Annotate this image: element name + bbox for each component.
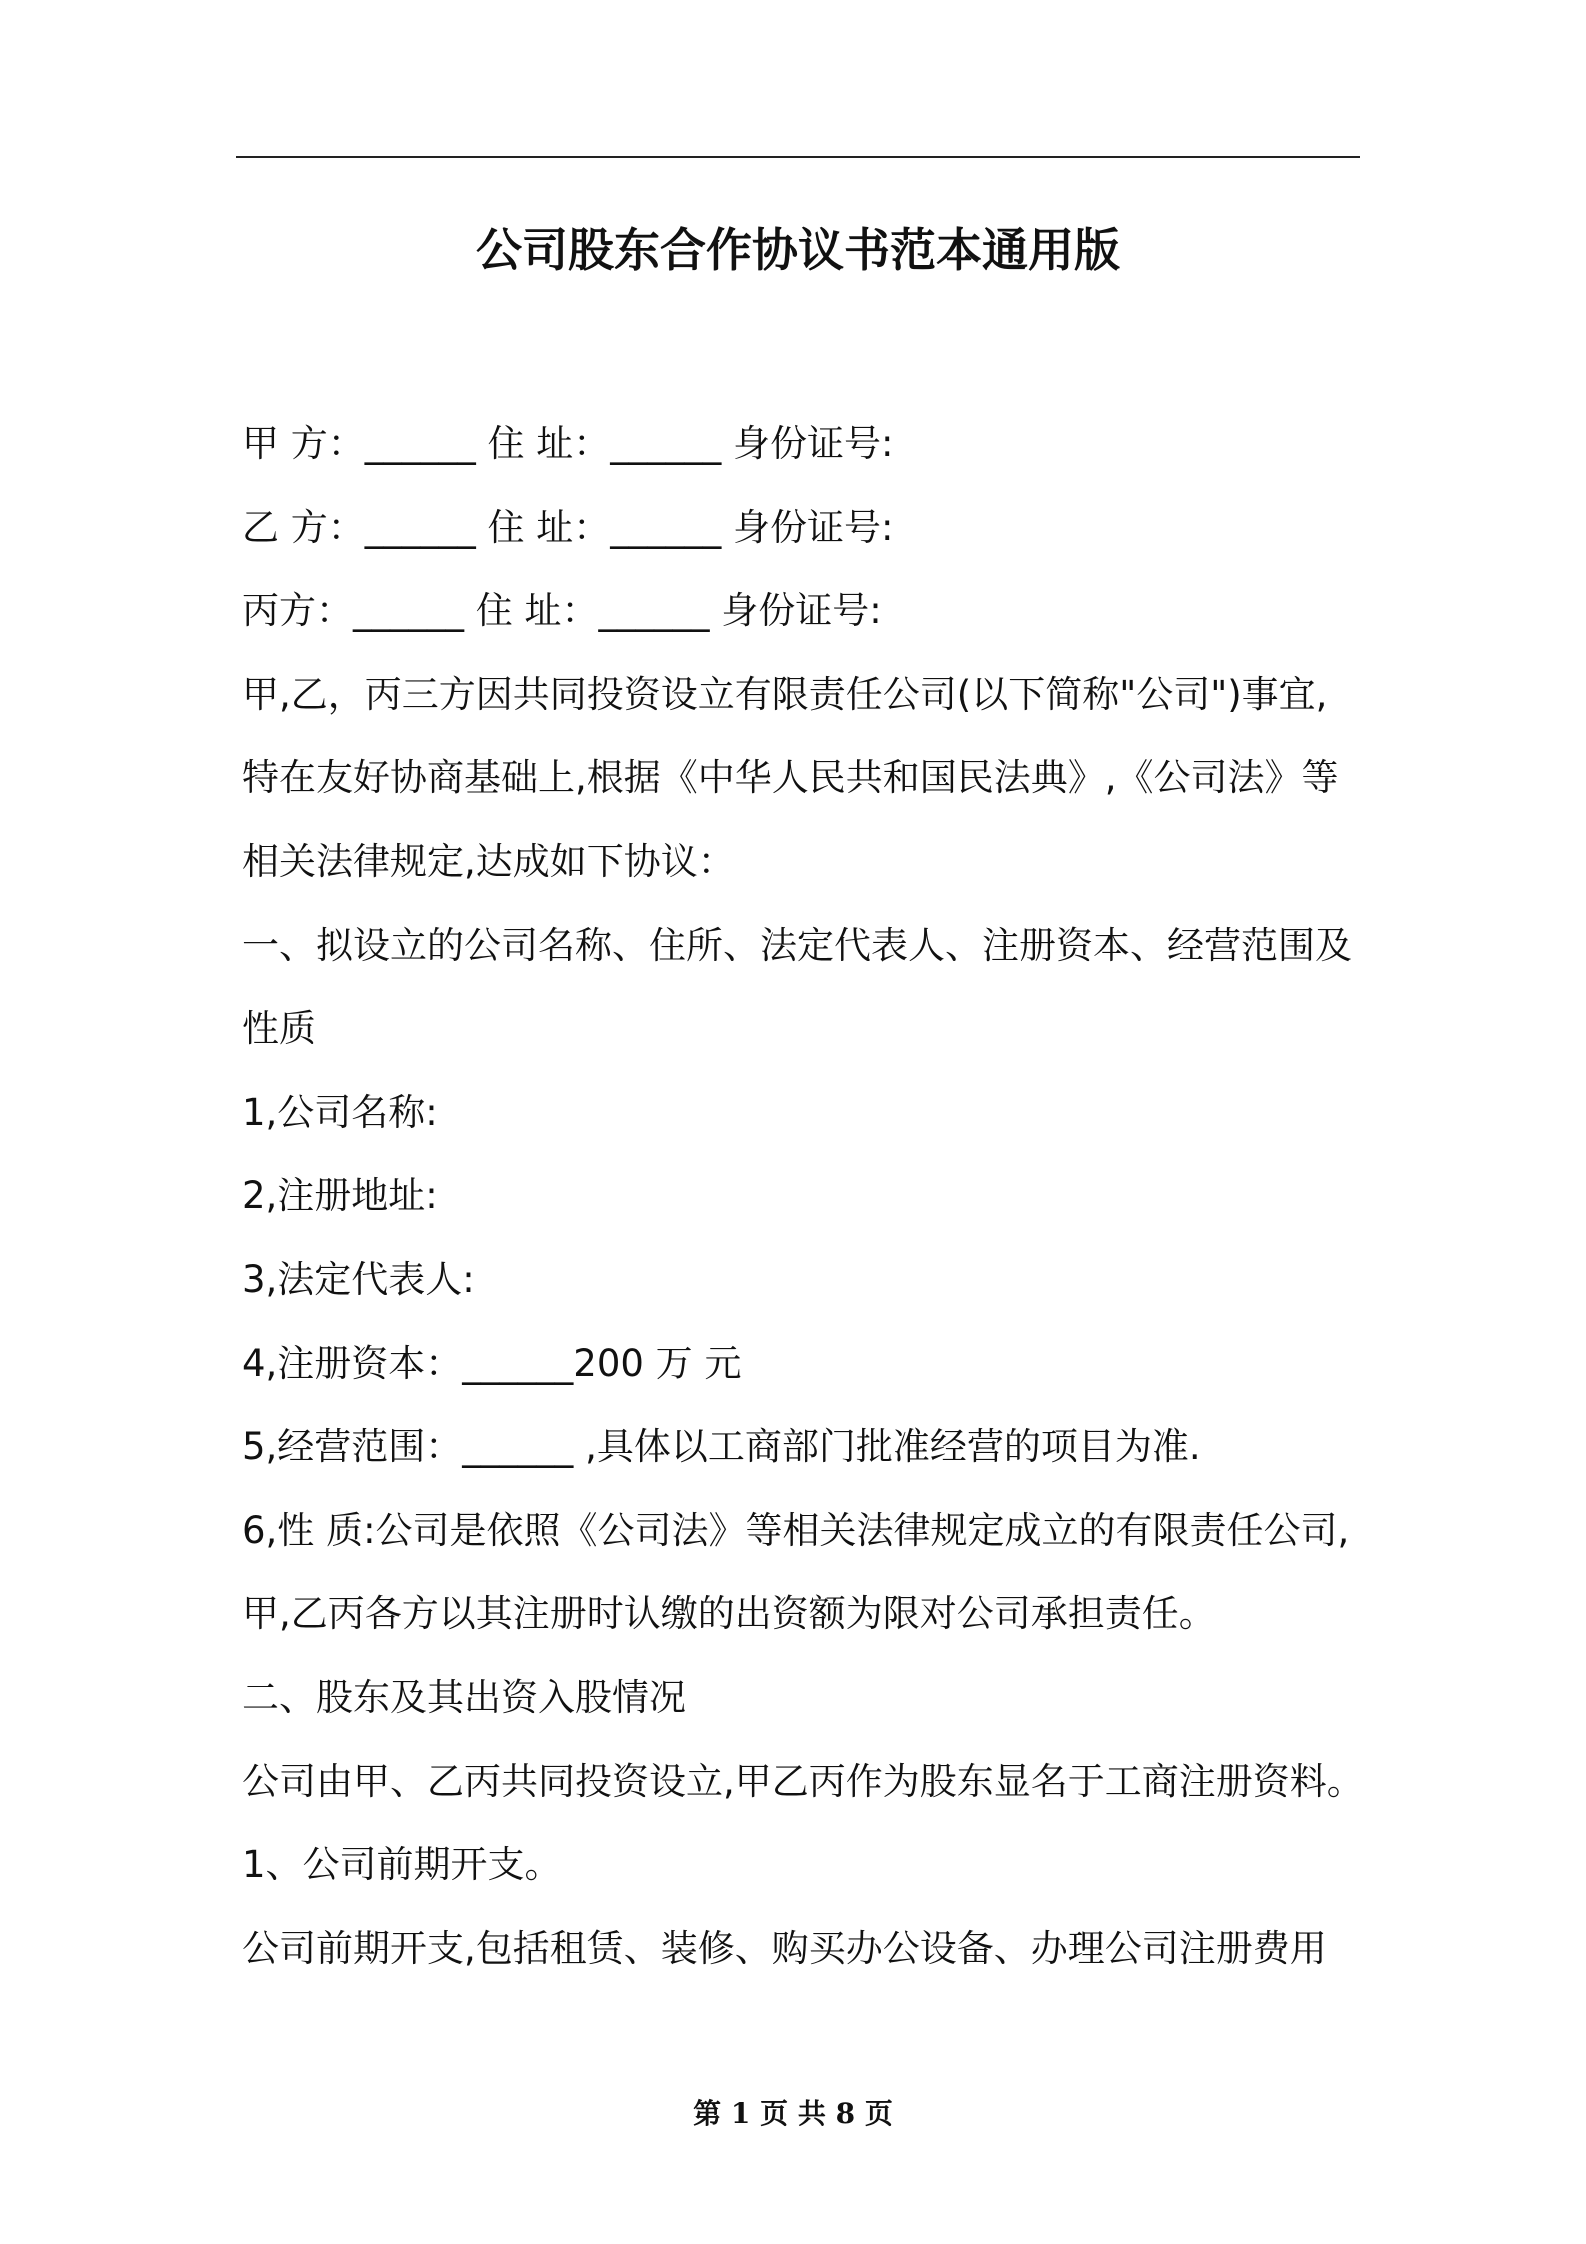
list-item: 2,注册地址: <box>242 1174 438 1218</box>
header-rule <box>236 156 1360 158</box>
list-item: 6,性 质:公司是依照《公司法》等相关法律规定成立的有限责任公司, <box>242 1508 1350 1552</box>
party-a-line: 甲 方：______ 住 址：______ 身份证号: <box>242 422 894 465</box>
list-item: 1,公司名称: <box>242 1090 438 1134</box>
document-title: 公司股东合作协议书范本通用版 <box>476 223 1120 277</box>
paragraph-line: 公司由甲、乙丙共同投资设立,甲乙丙作为股东显名于工商注册资料。 <box>242 1759 1364 1803</box>
paragraph-line: 特在友好协商基础上,根据《中华人民共和国民法典》,《公司法》等 <box>242 756 1339 800</box>
list-item: 1、公司前期开支。 <box>242 1843 562 1887</box>
paragraph-line: 公司前期开支,包括租赁、装修、购买办公设备、办理公司注册费用 <box>242 1926 1327 1970</box>
document-body <box>242 402 1372 1990</box>
list-item: 5,经营范围：______ ,具体以工商部门批准经营的项目为准. <box>242 1425 1201 1469</box>
list-item: 3,法定代表人: <box>242 1257 475 1301</box>
section-heading: 一、拟设立的公司名称、住所、法定代表人、注册资本、经营范围及 <box>242 923 1352 967</box>
paragraph-line: 相关法律规定,达成如下协议： <box>242 839 735 883</box>
party-c-line: 丙方：______ 住 址：______ 身份证号: <box>242 589 882 633</box>
list-item: 4,注册资本：______200 万 元 <box>242 1341 742 1385</box>
paragraph-line: 甲,乙丙各方以其注册时认缴的出资额为限对公司承担责任。 <box>242 1592 1216 1636</box>
paragraph-line: 甲,乙，丙三方因共同投资设立有限责任公司(以下简称"公司")事宜, <box>242 672 1328 716</box>
section-heading: 性质 <box>242 1007 316 1051</box>
page-footer: 第 1 页 共 8 页 <box>693 2097 893 2130</box>
party-b-line: 乙 方：______ 住 址：______ 身份证号: <box>242 505 894 549</box>
section-heading: 二、股东及其出资入股情况 <box>242 1675 686 1719</box>
